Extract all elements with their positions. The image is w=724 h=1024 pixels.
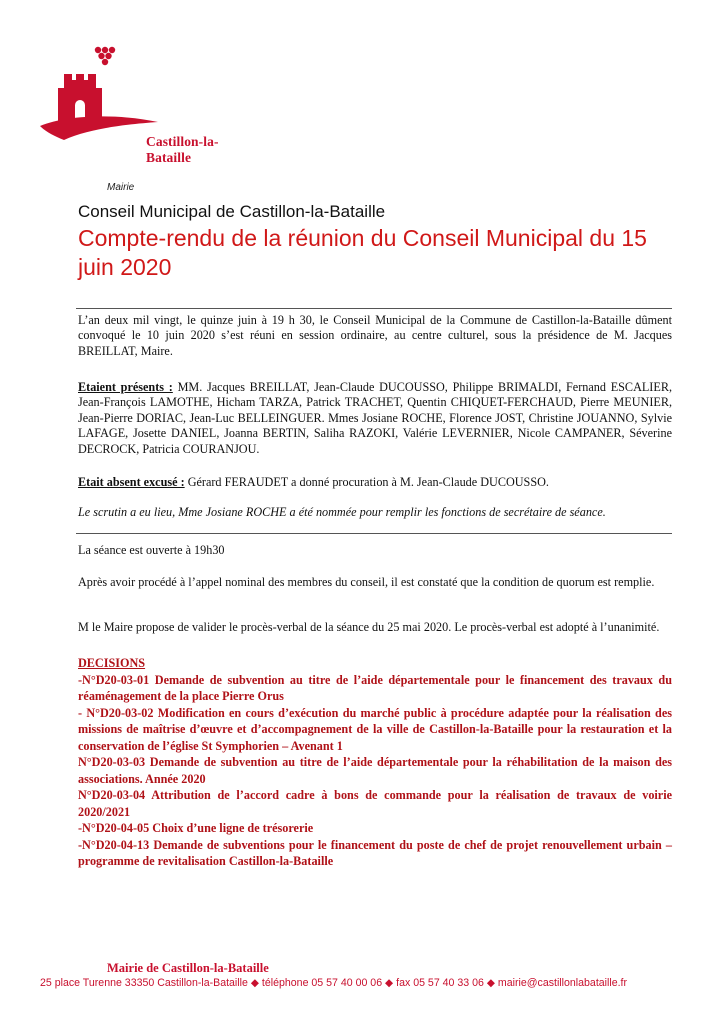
- decision-item: -N°D20-03-01 Demande de subvention au titre de l’aide départementale pour le financement des travaux du réaménagement de la place Pierre Orus: [78, 672, 672, 703]
- presents-paragraph: [78, 380, 672, 457]
- decisions-section: [78, 655, 672, 870]
- decisions-heading: DECISIONS: [78, 656, 146, 670]
- decision-item: N°D20-03-03 Demande de subvention au titre de l’aide départementale pour la réhabilitation de la maison des associations. Année 2020: [78, 755, 672, 786]
- page-title: Compte-rendu de la réunion du Conseil Municipal du 15 juin 2020: [78, 225, 647, 280]
- logo-subtitle: Mairie: [107, 182, 135, 193]
- footer-title: Mairie de Castillon-la-Bataille: [107, 961, 269, 975]
- presents-text: MM. Jacques BREILLAT, Jean-Claude DUCOUSSO, Philippe BRIMALDI, Fernand ESCALIER, Jean-François LAMOTHE, Hicham TARZA, Patrick TRACHET, Quentin CHIQUET-FERCHAUD, Pierre MEUNIER, Jean-Pierre DORIAC, Jean-Luc BELLEINGUER. Mmes Josiane ROCHE, Florence JOST, Christine JOUANNO, Sylvie LAFAGE, Josette DANIEL, Joanna BERTIN, Saliha RAZOKI, Valérie LEVERNIER, Nicole CAMPANER, Séverine DECROCK, Patricia COURANJOU.: [78, 380, 672, 456]
- castillon-logo: [40, 44, 260, 193]
- quorum-paragraph: Après avoir procédé à l’appel nominal des membres du conseil, il est constaté que la condition de quorum est remplie.: [78, 575, 655, 589]
- decision-item: N°D20-03-04 Attribution de l’accord cadre à bons de commande pour la réalisation de travaux de voirie 2020/2021: [78, 788, 672, 819]
- opening-line: La séance est ouverte à 19h30: [78, 543, 225, 557]
- intro-paragraph: L’an deux mil vingt, le quinze juin à 19 h 30, le Conseil Municipal de la Commune de Castillon-la-Bataille dûment convoqué le 10 juin 2020 s’est réuni en session ordinaire, au centre culturel, sous la présidence de M. Jacques BREILLAT, Maire.: [78, 313, 672, 358]
- absent-text: Gérard FERAUDET a donné procuration à M. Jean-Claude DUCOUSSO.: [187, 475, 549, 489]
- presents-label: Etaient présents :: [78, 380, 173, 394]
- top-divider: [76, 308, 672, 309]
- bottom-divider: [76, 533, 672, 534]
- pv-paragraph: M le Maire propose de valider le procès-verbal de la séance du 25 mai 2020. Le procès-verbal est adopté à l’unanimité.: [78, 620, 660, 634]
- absent-label: Etait absent excusé :: [78, 475, 185, 489]
- decision-item: -N°D20-04-13 Demande de subventions pour le financement du poste de chef de projet renouvellement urbain – programme de revitalisation Castillon-la-Bataille: [78, 837, 672, 868]
- council-name: Conseil Municipal de Castillon-la-Bataille: [78, 202, 386, 221]
- decision-item: - N°D20-03-02 Modification en cours d’exécution du marché public à procédure adaptée pour la réalisation des missions de maîtrise d’œuvre et d’accompagnement de la ville de Castillon-la-Bataille pour la restauration et la conservation de l’église St Symphorien – Avenant 1: [78, 705, 672, 753]
- logo-town-name: Castillon-la-Bataille: [146, 134, 219, 165]
- footer-address: 25 place Turenne 33350 Castillon-la-Bataille ◆ téléphone 05 57 40 00 06 ◆ fax 05 57 40 33 06 ◆ mairie@castillonlabataille.fr: [40, 977, 628, 989]
- absent-paragraph: [78, 475, 672, 490]
- secretary-paragraph: Le scrutin a eu lieu, Mme Josiane ROCHE a été nommée pour remplir les fonctions de secrétaire de séance.: [78, 505, 606, 519]
- decision-item: -N°D20-04-05 Choix d’une ligne de trésorerie: [78, 821, 314, 835]
